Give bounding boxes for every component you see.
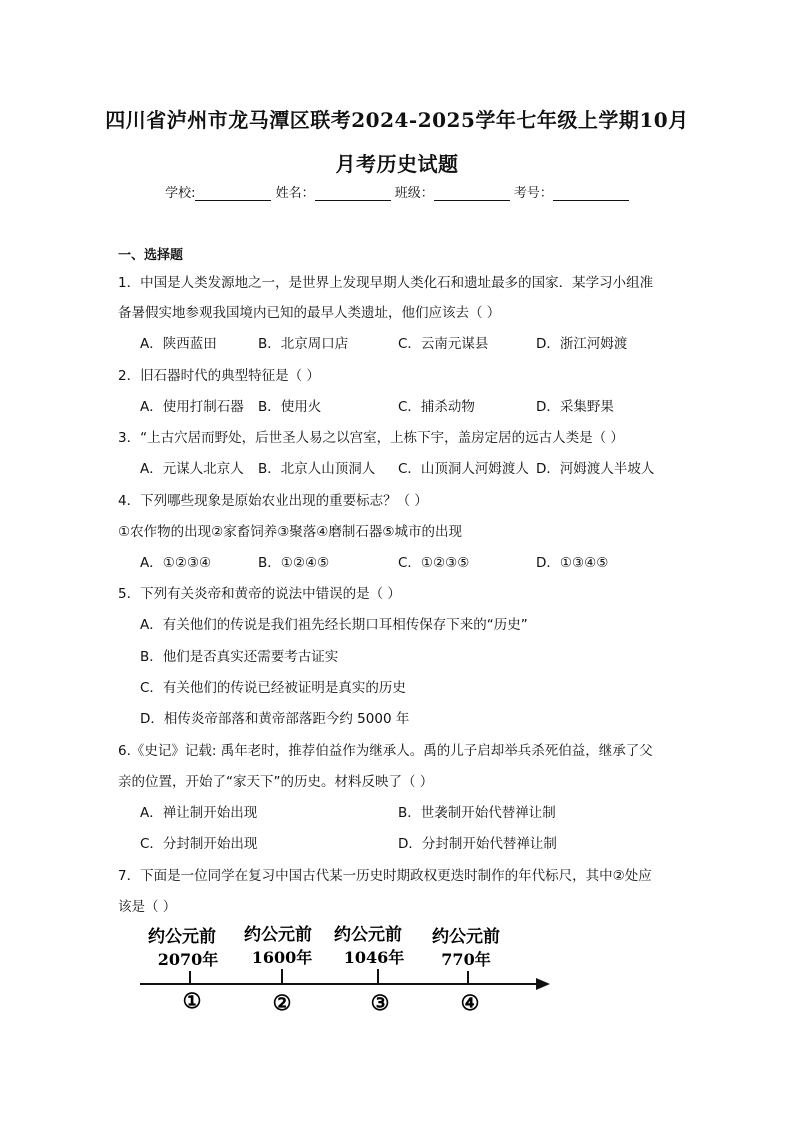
question-1-option-c: C．云南元谋县: [398, 336, 489, 352]
question-4-option-b: B．①②④⑤: [258, 555, 330, 571]
question-4-line1: 4．下列哪些现象是原始农业出现的重要标志？（ ）: [118, 493, 428, 509]
question-6-option-d: D．分封制开始代替禅让制: [398, 836, 557, 852]
timeline-tick-1-year: 2070年: [157, 950, 219, 969]
question-3-option-b: B．北京人山顶洞人: [258, 461, 376, 477]
question-1-option-d: D．浙江河姆渡: [536, 336, 628, 352]
timeline-tick-4-year: 770年: [441, 950, 491, 969]
question-3-option-c: C．山顶洞人河姆渡人: [398, 461, 529, 477]
question-6-option-c: C．分封制开始出现: [140, 836, 258, 852]
question-2-option-d: D．采集野果: [536, 399, 614, 415]
timeline-tick-3-year: 1046年: [343, 948, 405, 967]
question-2-option-c: C．捕杀动物: [398, 399, 475, 415]
timeline-tick-3-label: ③: [370, 990, 390, 1015]
exam-number-blank: [553, 186, 629, 201]
question-1-option-a: A．陕西蓝田: [140, 336, 217, 352]
era-timeline-figure: [132, 918, 562, 1028]
timeline-tick-2-prefix: 约公元前: [244, 925, 312, 945]
class-blank: [434, 186, 510, 201]
timeline-tick-1-label: ①: [182, 988, 202, 1013]
question-4-option-a: A．①②③④: [140, 555, 212, 571]
question-3-option-d: D．河姆渡人半坡人: [536, 461, 655, 477]
question-4-option-d: D．①③④⑤: [536, 555, 609, 571]
question-6-line2: 亲的位置，开始了“家天下”的历史。材料反映了（ ）: [118, 774, 434, 790]
question-2-line1: 2．旧石器时代的典型特征是（ ）: [118, 368, 320, 384]
exam-number-label: 考号：: [513, 186, 553, 201]
question-5-option-a: A．有关他们的传说是我们祖先经长期口耳相传保存下来的“历史”: [140, 617, 528, 633]
question-6-line1: 6.《史记》记载: 禹年老时，推荐伯益作为继承人。禹的儿子启却举兵杀死伯益，继承了父: [118, 743, 653, 759]
question-4-line2: ①农作物的出现②家畜饲养③聚落④磨制石器⑤城市的出现: [118, 524, 463, 540]
question-6-option-b: B．世袭制开始代替禅让制: [398, 805, 556, 821]
question-3-line1: 3．“上古穴居而野处，后世圣人易之以宫室，上栋下宇，盖房定居的远古人类是（ ）: [118, 430, 624, 446]
timeline-tick-1-prefix: 约公元前: [148, 927, 216, 947]
name-blank: [315, 186, 391, 201]
timeline-tick-4-label: ④: [460, 990, 480, 1015]
question-7-line2: 该是（ ）: [118, 899, 177, 915]
question-6-option-a: A．禅让制开始出现: [140, 805, 258, 821]
school-label: 学校:: [165, 186, 196, 201]
timeline-tick-2-year: 1600年: [251, 948, 313, 967]
timeline-tick-4-prefix: 约公元前: [432, 927, 500, 947]
timeline-tick-2-label: ②: [272, 990, 292, 1015]
class-label: 班级：: [394, 186, 434, 201]
question-1-option-b: B．北京周口店: [258, 336, 349, 352]
section-heading: 一、选择题: [118, 248, 184, 263]
name-label: 姓名：: [275, 186, 315, 201]
question-5-option-c: C．有关他们的传说已经被证明是真实的历史: [140, 680, 406, 696]
timeline-tick-4: [432, 926, 500, 1015]
question-2-option-a: A．使用打制石器: [140, 399, 244, 415]
timeline-tick-2: [244, 924, 312, 1015]
question-5-line1: 5．下列有关炎帝和黄帝的说法中错误的是（ ）: [118, 586, 401, 602]
student-info-row: [0, 182, 794, 201]
timeline-tick-3-prefix: 约公元前: [334, 925, 402, 945]
question-1-line2: 备暑假实地参观我国境内已知的最早人类遗址，他们应该去（ ）: [118, 305, 501, 321]
timeline-tick-1: [148, 926, 218, 1013]
school-blank: [195, 186, 271, 201]
question-2-option-b: B．使用火: [258, 399, 322, 415]
question-1-line1: 1．中国是人类发源地之一，是世界上发现早期人类化石和遗址最多的国家．某学习小组准: [118, 275, 654, 291]
question-4-option-c: C．①②③⑤: [398, 555, 470, 571]
exam-title-line2: 月考历史试题: [335, 152, 459, 176]
exam-title-line1: 四川省泸州市龙马潭区联考2024-2025学年七年级上学期10月: [105, 108, 689, 132]
timeline-arrow-icon: [536, 978, 550, 990]
question-5-option-d: D．相传炎帝部落和黄帝部落距今约 5000 年: [140, 711, 410, 727]
question-3-option-a: A．元谋人北京人: [140, 461, 244, 477]
question-5-option-b: B．他们是否真实还需要考古证实: [140, 649, 339, 665]
timeline-tick-3: [334, 924, 404, 1015]
question-7-line1: 7．下面是一位同学在复习中国古代某一历史时期政权更迭时制作的年代标尺，其中②处应: [118, 868, 652, 884]
